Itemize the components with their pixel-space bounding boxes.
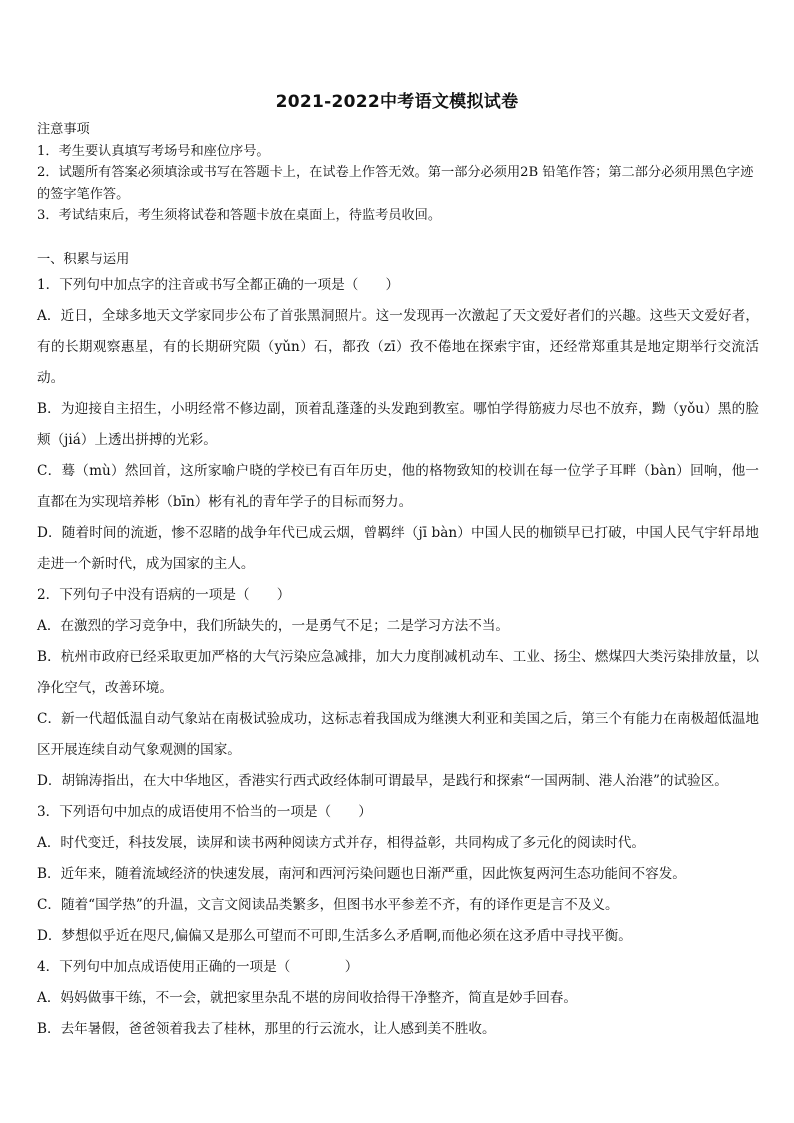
- question-option: B．近年来，随着流域经济的快速发展，南河和西河污染问题也日渐严重，因此恢复两河生态功能间不容发。: [37, 865, 686, 882]
- question-option: D．随着时间的流逝，惨不忍睹的战争年代已成云烟，曾羁绊（jī bàn）中国人民的枷锁早已打破，中国人民气宇轩昂地走进一个新时代，成为国家的主人。: [37, 524, 759, 572]
- question-option: C．随着“国学热”的升温，文言文阅读品类繁多，但图书水平参差不齐，有的译作更是言不及义。: [37, 896, 619, 913]
- question-option: C．新一代超低温自动气象站在南极试验成功，这标志着我国成为继澳大利亚和美国之后，第三个有能力在南极超低温地区开展连续自动气象观测的国家。: [37, 710, 759, 758]
- question-option: B．为迎接自主招生，小明经常不修边副，顶着乱蓬蓬的头发跑到教室。哪怕学得筋疲力尽也不放弃，黝（yǒu）黑的脸颊（jiá）上透出拼搏的光彩。: [37, 400, 759, 448]
- notice-item: 1．考生要认真填写考场号和座位序号。: [37, 143, 270, 159]
- question-option: B．去年暑假，爸爸领着我去了桂林，那里的行云流水，让人感到美不胜收。: [37, 1020, 496, 1037]
- exam-title: 2021-2022中考语文模拟试卷: [275, 92, 519, 112]
- question-option: A．妈妈做事干练，不一会，就把家里杂乱不堪的房间收拾得干净整齐，简直是妙手回春。: [37, 989, 577, 1006]
- question-stem: 1．下列句中加点字的注音或书写全都正确的一项是（ ）: [37, 276, 400, 293]
- notice-item: 2．试题所有答案必须填涂或书写在答题卡上，在试卷上作答无效。第一部分必须用2B 铅笔作答；第二部分必须用黑色字迹的签字笔作答。: [37, 165, 754, 202]
- question-2: [37, 580, 759, 797]
- question-option: A．在激烈的学习竞争中，我们所缺失的，一是勇气不足；二是学习方法不当。: [37, 617, 510, 634]
- question-stem: 4．下列句中加点成语使用正确的一项是（ ）: [37, 958, 359, 975]
- section-heading: 一、积累与运用: [37, 251, 130, 267]
- question-stem: 3．下列语句中加点的成语使用不恰当的一项是（ ）: [37, 803, 372, 820]
- question-option: D．胡锦涛指出，在大中华地区，香港实行西式政经体制可谓最早，是践行和探索“一国两制、港人治港”的试验区。: [37, 772, 728, 789]
- question-option: C．蓦（mù）然回首，这所家喻户晓的学校已有百年历史，他的格物致知的校训在每一位学子耳畔（bàn）回响，他一直都在为实现培养彬（bīn）彬有礼的青年学子的目标而努力。: [37, 462, 759, 510]
- question-1: [37, 270, 759, 580]
- question-option: B．杭州市政府已经采取更加严格的大气污染应急减排，加大力度削减机动车、工业、扬尘、燃煤四大类污染排放量，以净化空气，改善环境。: [37, 648, 759, 696]
- exam-content: [37, 119, 759, 1045]
- notice-heading: 注意事项: [37, 122, 90, 137]
- question-stem: 2．下列句子中没有语病的一项是（ ）: [37, 586, 291, 603]
- notice-item: 3．考试结束后，考生须将试卷和答题卡放在桌面上，待监考员收回。: [37, 208, 442, 223]
- question-option: A．近日，全球多地天文学家同步公布了首张黑洞照片。这一发现再一次激起了天文爱好者们的兴趣。这些天文爱好者，有的长期观察惠星，有的长期研究陨（yǔn）石，都孜（zī）孜不倦地在探索宇宙，还经常郑重其是地定期举行交流活动。: [37, 307, 759, 386]
- question-option: D．梦想似乎近在咫尺,偏偏又是那么可望而不可即,生活多么矛盾啊,而他必须在这矛盾中寻找平衡。: [37, 927, 632, 944]
- question-3: [37, 797, 759, 952]
- question-4: [37, 952, 759, 1045]
- notice-block: [37, 119, 759, 227]
- question-option: A．时代变迁，科技发展，读屏和读书两种阅读方式并存，相得益彰，共同构成了多元化的阅读时代。: [37, 834, 645, 851]
